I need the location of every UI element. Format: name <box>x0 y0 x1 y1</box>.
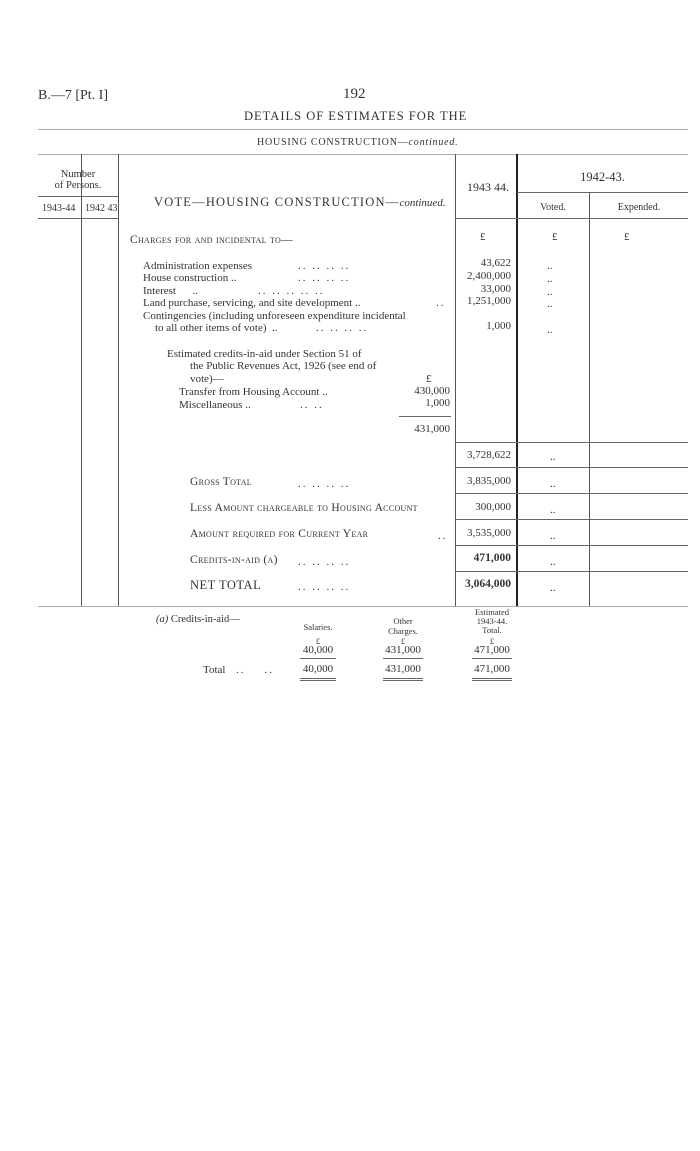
credits-in-aid-value: 471,000 <box>473 552 511 564</box>
subtotal-rule <box>455 442 688 443</box>
item-dots: .. .. .. .. <box>316 322 369 334</box>
footnote-double-rule <box>300 678 336 679</box>
page-reference: B.—7 [Pt. I] <box>38 88 108 103</box>
item-label: Interest .. <box>143 285 198 297</box>
col-divider-1943 <box>516 154 518 607</box>
currency-voted: £ <box>552 231 558 243</box>
item-voted: .. <box>547 324 553 336</box>
credits-note-line: Estimated credits-in-aid under Section 51 of <box>167 348 362 360</box>
table-top-rule <box>38 154 688 155</box>
footnote-rule <box>472 658 512 659</box>
item-label: to all other items of vote) .. <box>155 322 278 334</box>
footnote-label-visible: Credits-in-aid— <box>170 614 240 625</box>
item-dots: .. .. .. .. .. <box>258 285 325 297</box>
item-label: House construction .. <box>143 272 237 284</box>
item-label: Administration expenses <box>143 260 253 272</box>
credits-item-label: Transfer from Housing Account .. <box>179 386 328 398</box>
summary-dots: .. .. .. .. <box>298 581 351 593</box>
subtotal-value: 3,728,622 <box>467 449 511 461</box>
col-divider-persons <box>118 154 119 607</box>
persons-subheader-rule <box>38 218 118 219</box>
summary-dots: .. .. .. .. <box>298 556 351 568</box>
summary-rule <box>455 519 688 520</box>
credits-total-rule <box>399 416 451 417</box>
summary-dots: .. .. .. .. <box>298 478 351 490</box>
summary-voted: .. <box>550 530 556 542</box>
summary-dots: .. <box>438 530 448 542</box>
item-voted: .. <box>547 273 553 285</box>
currency-1943: £ <box>480 231 486 243</box>
item-voted: .. <box>547 260 553 272</box>
credits-item-dots: .. .. <box>300 399 324 411</box>
footnote-total-salaries: 40,000 <box>302 663 334 675</box>
credits-item-value: 430,000 <box>414 385 450 397</box>
money-header-rule <box>455 218 688 219</box>
item-dots: .. <box>436 297 446 309</box>
footnote-estimated-value: 471,000 <box>474 644 510 656</box>
footnote-rule <box>383 658 423 659</box>
item-value: 33,000 <box>480 283 511 295</box>
vote-title <box>154 195 446 210</box>
footnote-col-estimated: Estimated 1943-44. Total. <box>475 607 509 635</box>
amount-required-label: Amount required for Current Year <box>190 528 369 540</box>
col-divider-desc <box>455 154 456 607</box>
item-label: Contingencies (including unforeseen expenditure incidental <box>143 310 406 322</box>
table-bottom-rule <box>38 606 688 607</box>
persons-header-rule <box>38 196 118 197</box>
footnote-other-value: 431,000 <box>385 644 421 656</box>
footnote-currency: £ <box>400 636 406 646</box>
gross-total-label: Gross Total <box>190 476 252 488</box>
credits-in-aid-label: Credits-in-aid (a) <box>190 554 278 566</box>
less-amount-value: 300,000 <box>475 501 511 513</box>
estimate-column-header: 1943 44. <box>467 180 509 194</box>
item-value: 1,000 <box>486 320 511 332</box>
footnote-label: (a) Credits-in-aid— <box>156 614 240 625</box>
summary-voted: .. <box>550 478 556 490</box>
footnote-total-dots: .. .. <box>236 664 274 676</box>
summary-rule <box>455 467 688 468</box>
footnote-double-rule <box>472 680 512 681</box>
summary-rule <box>455 545 688 546</box>
year-header-1943: 1943-44 <box>42 203 76 214</box>
amount-required-value: 3,535,000 <box>467 527 511 539</box>
expended-header: Expended. <box>617 202 661 213</box>
vote-title-continued: continued. <box>399 197 446 209</box>
item-voted: .. <box>547 298 553 310</box>
subtotal-voted: .. <box>550 451 556 463</box>
summary-voted: .. <box>550 504 556 516</box>
charges-heading: Charges for and incidental to— <box>130 234 293 246</box>
footnote-total-other: 431,000 <box>385 663 421 675</box>
year-header-rule <box>517 192 688 193</box>
footnote-salaries-value: 40,000 <box>302 644 334 656</box>
voted-header: Voted. <box>540 202 566 213</box>
subtitle-main: HOUSING CONSTRUCTION— <box>257 137 409 148</box>
gross-total-value: 3,835,000 <box>467 475 511 487</box>
item-voted: .. <box>547 286 553 298</box>
summary-rule <box>455 571 688 572</box>
summary-voted: .. <box>550 582 556 594</box>
footnote-currency: £ <box>315 636 321 646</box>
footnote-total-label: Total <box>203 664 226 676</box>
credits-note-currency: £ <box>426 373 432 385</box>
item-value: 43,622 <box>480 257 511 269</box>
footnote-currency: £ <box>489 636 495 646</box>
credits-item-value: 1,000 <box>425 397 450 409</box>
item-dots: .. .. .. .. <box>298 272 351 284</box>
vote-title-main: VOTE—HOUSING CONSTRUCTION— <box>154 195 400 209</box>
currency-expended: £ <box>624 231 630 243</box>
footnote-double-rule <box>383 678 423 679</box>
header-rule <box>38 129 688 130</box>
footnote-col-salaries: Salaries. <box>303 622 333 632</box>
item-dots: .. .. .. .. <box>298 260 351 272</box>
item-value: 1,251,000 <box>467 295 511 307</box>
page-subtitle <box>257 137 458 148</box>
footnote-double-rule <box>472 678 512 679</box>
footnote-total-estimated: 471,000 <box>474 663 510 675</box>
summary-voted: .. <box>550 556 556 568</box>
less-amount-label: Less Amount chargeable to Housing Account <box>190 502 418 514</box>
prior-year-header: 1942-43. <box>580 170 625 184</box>
year-header-1942: 1942 43 <box>85 203 118 214</box>
footnote-double-rule <box>383 680 423 681</box>
footnote-rule <box>300 658 336 659</box>
page-title: DETAILS OF ESTIMATES FOR THE <box>244 109 468 123</box>
credits-note-line: the Public Revenues Act, 1926 (see end of <box>190 360 377 372</box>
summary-rule <box>455 493 688 494</box>
subtitle-continued: continued. <box>408 137 459 148</box>
footnote-double-rule <box>300 680 336 681</box>
credits-note-line: vote)— <box>190 373 224 385</box>
net-total-label: NET TOTAL <box>190 578 262 592</box>
col-divider-years <box>81 154 82 607</box>
item-label: Land purchase, servicing, and site development .. <box>143 297 361 309</box>
credits-item-label: Miscellaneous .. <box>179 399 251 411</box>
number-of-persons-header: Number of Persons. <box>54 169 102 191</box>
footnote-col-other: Other Charges. <box>388 616 418 636</box>
net-total-value: 3,064,000 <box>465 578 511 590</box>
credits-total-value: 431,000 <box>414 423 450 435</box>
item-value: 2,400,000 <box>467 270 511 282</box>
page-number: 192 <box>343 86 366 102</box>
